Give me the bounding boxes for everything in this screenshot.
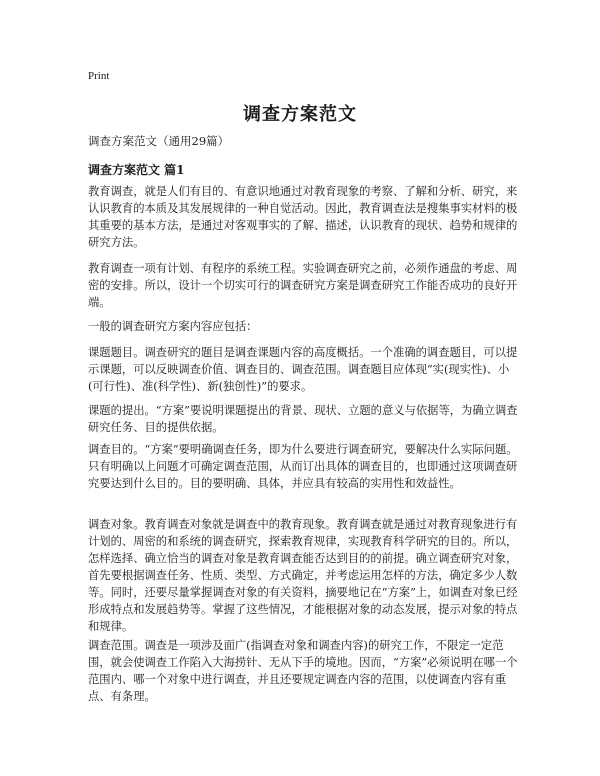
paragraph-intro: 教育调查，就是人们有目的、有意识地通过对教育现象的考察、了解和分析、研究，来认识教育的本质及其发展规律的一种自觉活动。因此，教育调查法是搜集事实材料的极其重要的基本方法，是通过对客观事实的了解、描述，认识教育的现状、趋势和规律的研究方法。: [88, 185, 518, 249]
paragraph-survey-subject: 调查对象。教育调查对象就是调查中的教育现象。教育调查就是通过对教育现象进行有计划的、周密的和系统的调查研究，探索教育规律，实现教育科学研究的目的。所以，怎样选择、确立恰当的调查对象是教育调查能否达到目的的前提。确立调查研究对象，首先要根据调查任务、性质、类型、方式确定，并考虑运用怎样的方法，确定多少人数等。同时，还要尽量掌握调查对象的有关资料，摘要地记在“方案”上，如调查对象已经形成特点和发展趋势等。掌握了这些情况，才能根据对象的动态发展，提示对象的特点和规律。: [88, 518, 518, 633]
paragraph-contents-intro: 一般的调查研究方案内容应包括：: [88, 320, 258, 333]
paragraph-topic-proposal: 课题的提出。“方案”要说明课题提出的背景、现状、立题的意义与依据等，为确立调查研究任务、目的提供依据。: [88, 404, 518, 434]
paragraph-survey-scope: 调查范围。调查是一项涉及面广(指调查对象和调查内容)的研究工作，不限定一定范围，就会使调查工作陷入大海捞针、无从下手的境地。因而，“方案”必须说明在哪一个范围内、哪一个对象中进行调查，并且还要规定调查内容的范围，以使调查内容有重点、有条理。: [88, 639, 518, 703]
section-heading: 调查方案范文 篇1: [88, 163, 185, 177]
document-subtitle: 调查方案范文（通用29篇）: [88, 134, 230, 148]
paragraph-topic-title: 课题题目。调查研究的题目是调查课题内容的高度概括。一个准确的调查题目，可以提示课题，可以反映调查价值、调查目的、调查范围。调查题目应体现“实(现实性)、小(可行性)、准(科学性)、新(独创性)”的要求。: [88, 346, 518, 393]
page-title: 调查方案范文: [243, 104, 357, 125]
print-label: Print: [88, 70, 110, 82]
paragraph-survey-purpose: 调查目的。“方案”要明确调查任务，即为什么要进行调查研究，要解决什么实际问题。只有明确以上问题才可确定调查范围，从而订出具体的调查目的，也即通过这项调查研究要达到什么目的。目的要明确、具体，并应具有较高的实用性和效益性。: [88, 443, 518, 490]
paragraph-system-engineering: 教育调查一项有计划、有程序的系统工程。实验调查研究之前，必须作通盘的考虑、周密的安排。所以，设计一个切实可行的调查研究方案是调查研究工作能否成功的良好开端。: [88, 262, 518, 309]
